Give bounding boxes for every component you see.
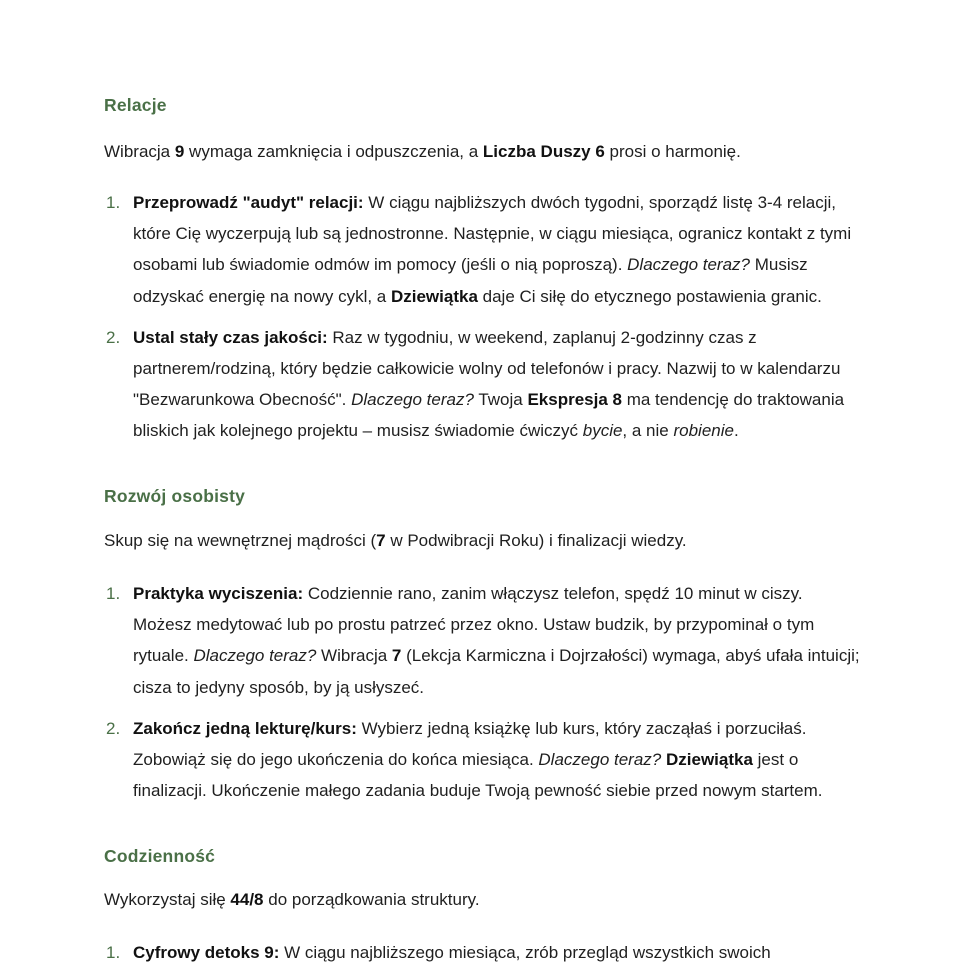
italic-text: Dlaczego teraz? — [538, 750, 662, 770]
bold-text: Liczba Duszy 6 — [482, 142, 605, 161]
italic-text: Dlaczego teraz? — [351, 390, 474, 410]
text-run: Wibracja — [316, 646, 392, 666]
list-number: 2. — [106, 327, 121, 347]
text-run: (Lekcja Karmiczna i Dojrzałości) wymaga, abyś ufała intuicji; cisza to jedyny sposób, by ją usłyszeć. — [133, 646, 860, 697]
text-run: Wybierz jedną książkę lub kurs, który zacząłaś i porzuciłaś. Zobowiąż się do jego ukończenia do końca miesiąca. — [133, 718, 807, 770]
text-run: ma tendencję do traktowania bliskich jak kolejnego projektu – musisz świadomie ćwiczyć — [133, 390, 845, 441]
text-run: Wibracja — [104, 142, 175, 161]
text-run: W ciągu najbliższych dwóch tygodni, sporządź listę 3-4 relacji, które Cię wyczerpują lub są jednostronne. Następnie, w ciągu miesiąca, ogranicz kontakt z tymi osobami lub świadomie odmów im pomocy (jeśli o nią poproszą). — [133, 193, 852, 275]
italic-text: bycie — [582, 421, 623, 441]
list-number: 1. — [106, 943, 121, 962]
list-item-text — [133, 187, 864, 312]
bold-text: Przeprowadź "audyt" relacji: — [133, 193, 364, 212]
bold-text: 7 — [376, 531, 386, 550]
text-run: Raz w tygodniu, w weekend, zaplanuj 2-godzinny czas z partnerem/rodziną, który będzie całkowicie wolny od telefonów i pracy. Nazwij to w kalendarzu "Bezwarunkowa Obecność". — [133, 327, 841, 410]
section-heading-codziennosc: Codzienność — [104, 846, 216, 866]
list-item-text — [133, 713, 864, 807]
list-item — [104, 937, 864, 968]
section-heading-rozwoj: Rozwój osobisty — [104, 486, 246, 506]
text-run: wymaga zamknięcia i odpuszczenia, a — [184, 142, 483, 161]
numbered-list — [104, 187, 864, 457]
numbered-list — [104, 578, 864, 816]
section-lead — [104, 884, 480, 915]
text-run: prosi o harmonię. — [604, 142, 741, 161]
text-run: Twoja — [473, 390, 528, 410]
section-lead — [104, 525, 687, 556]
section-lead — [104, 136, 741, 167]
list-item — [104, 578, 864, 703]
list-item — [104, 713, 864, 807]
list-item-text — [133, 937, 864, 968]
text-run: Skup się na wewnętrznej mądrości ( — [104, 531, 377, 550]
bold-text: 44/8 — [230, 890, 264, 909]
text-run: daje Ci siłę do etycznego postawienia granic. — [477, 286, 822, 306]
bold-text: Praktyka wyciszenia: — [133, 584, 304, 603]
list-item — [104, 187, 864, 312]
bold-text: Ustal stały czas jakości: — [133, 327, 328, 347]
text-run: do porządkowania struktury. — [263, 890, 480, 909]
bold-text: 9 — [174, 142, 185, 161]
bold-text: Cyfrowy detoks 9: — [133, 943, 280, 962]
bold-text: 7 — [391, 646, 402, 666]
bold-text: Zakończ jedną lekturę/kurs: — [133, 718, 357, 738]
text-run: Musisz odzyskać energię na nowy cykl, a — [133, 255, 808, 306]
italic-text: Dlaczego teraz? — [193, 646, 317, 666]
bold-text: Ekspresja 8 — [527, 390, 622, 410]
list-item-text — [133, 322, 864, 447]
list-number: 1. — [106, 584, 121, 603]
section-heading-relacje: Relacje — [104, 95, 167, 115]
text-run: w Podwibracji Roku) i finalizacji wiedzy. — [385, 531, 687, 550]
text-run: , a nie — [622, 421, 674, 441]
list-number: 1. — [106, 193, 121, 212]
text-run: Wykorzystaj siłę — [104, 890, 231, 909]
bold-text: Dziewiątka — [390, 286, 478, 306]
numbered-list — [104, 937, 864, 978]
italic-text: Dlaczego teraz? — [627, 255, 750, 275]
list-number: 2. — [106, 718, 121, 738]
text-run: Codziennie rano, zanim włączysz telefon, spędź 10 minut w ciszy. Możesz medytować lub po prostu patrzeć przez okno. Ustaw budzik, by przypominał o tym rytuale. — [133, 584, 815, 666]
list-item-text — [133, 578, 864, 703]
text-run: jest o finalizacji. Ukończenie małego zadania buduje Twoją pewność siebie przed nowym startem. — [133, 750, 823, 801]
text-run: W ciągu najbliższego miesiąca, zrób przegląd wszystkich swoich — [279, 943, 771, 962]
bold-text: Dziewiątka — [665, 750, 753, 770]
text-run: . — [733, 421, 739, 441]
list-item — [104, 322, 864, 447]
italic-text: robienie — [673, 421, 734, 441]
